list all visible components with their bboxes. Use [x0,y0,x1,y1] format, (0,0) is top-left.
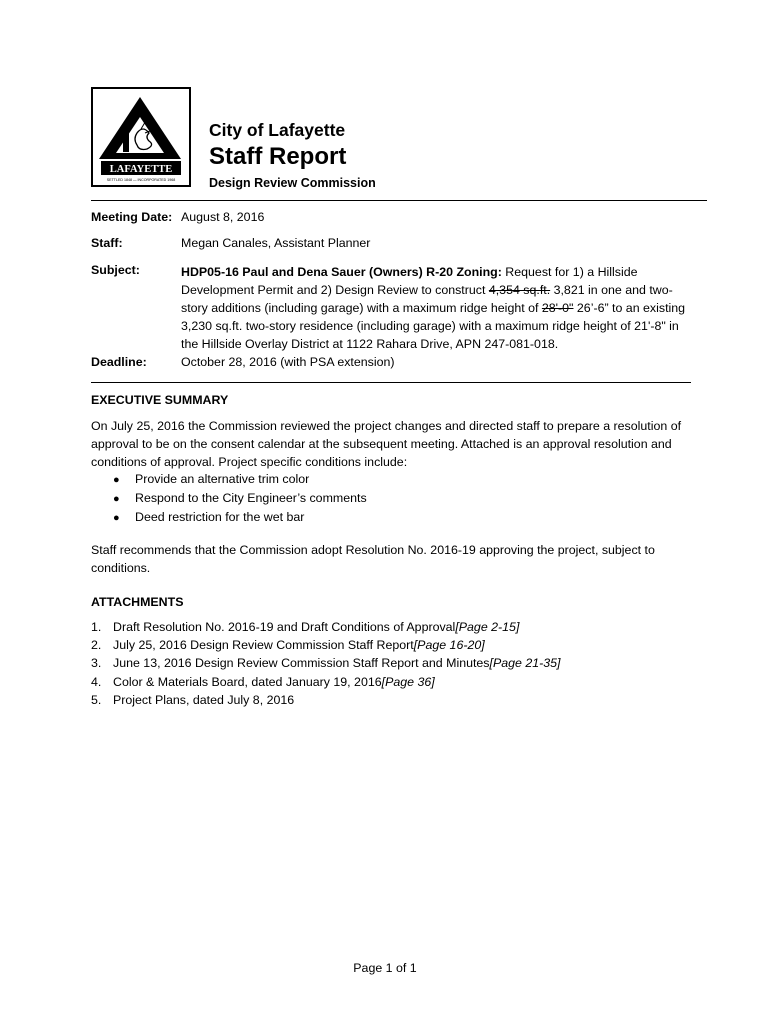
meeting-date-value: August 8, 2016 [181,210,265,224]
executive-summary-heading: EXECUTIVE SUMMARY [91,393,229,407]
list-item [91,654,560,672]
subject-case: HDP05-16 Paul and Dena Sauer (Owners) R-20 Zoning: [181,265,502,279]
deadline-value: October 28, 2016 (with PSA extension) [181,355,395,369]
page-reference: [Page 16-20] [413,638,485,653]
executive-summary-paragraph: On July 25, 2016 the Commission reviewed the project changes and directed staff to prepare a resolution of approval to be on the consent calendar at the subsequent meeting. Attached is an approval resolution and conditions of approval. Project specific conditions include: [91,419,682,469]
lafayette-seal-icon [93,89,189,185]
page-reference: [Page 2-15] [455,620,520,634]
city-name: City of Lafayette [209,120,346,140]
list-item [91,691,560,709]
deadline-label: Deadline: [91,355,147,369]
subject-label: Subject: [91,263,140,277]
item-text: June 13, 2016 Design Review Commission Staff Report and Minutes [113,656,490,671]
bullet-text: Provide an alternative trim color [135,472,310,486]
item-text: Color & Materials Board, dated January 19, 2016 [113,674,382,689]
logo-text: LAFAYETTE [109,164,173,175]
page-reference: [Page 36] [381,674,435,689]
attachments-list [91,618,560,709]
item-text: Project Plans, dated July 8, 2016 [113,692,295,707]
commission-name: Design Review Commission [209,176,376,190]
item-text: Draft Resolution No. 2016-19 and Draft Conditions of Approval [113,620,456,634]
meta-divider [91,382,691,383]
item-number: 4. [91,674,102,689]
subject-text-1: Request for 1) a Hillside Development Permit and 2) Design Review to construct [181,265,638,297]
conditions-list [113,470,367,528]
staff-label: Staff: [91,236,123,250]
list-item [91,636,560,654]
recommendation-paragraph: Staff recommends that the Commission adopt Resolution No. 2016-19 approving the project, subject to conditions. [91,543,655,575]
list-item [113,489,367,508]
subject-text-2: 3,821 in one and two-story additions (including garage) with a maximum ridge height of [181,283,673,315]
bullet-text: Deed restriction for the wet bar [135,510,305,525]
page-number: Page 1 of 1 [353,961,417,975]
header-divider [91,200,707,201]
meeting-date-label: Meeting Date: [91,210,173,224]
list-item [91,618,560,636]
list-item [113,470,367,489]
subject-struck-area: 4,354 sq.ft. [488,283,551,297]
subject-value [181,263,691,353]
attachments-heading: ATTACHMENTS [91,595,184,609]
item-number: 3. [91,656,102,671]
subject-text-3: 26’-6” to an existing 3,230 sq.ft. two-story residence (including garage) with a maximum ridge height of 21'-8" in the Hillside Overlay District at 1122 Rahara Drive, APN 247-081-018. [181,301,686,351]
page-reference: [Page 21-35] [489,656,561,671]
bullet-icon: ● [113,474,120,486]
bullet-icon: ● [113,512,120,525]
item-number: 1. [91,620,102,634]
staff-value: Megan Canales, Assistant Planner [181,236,371,250]
list-item [91,673,560,691]
report-title: Staff Report [209,143,347,170]
list-item [113,508,367,527]
item-number: 2. [91,638,102,653]
bullet-text: Respond to the City Engineer’s comments [135,491,367,506]
subject-struck-height: 28'-0" [541,301,574,315]
item-number: 5. [91,692,102,707]
logo-subtext: SETTLED 1848 — INCORPORATED 1968 [106,178,176,182]
city-logo [91,87,191,187]
item-text: July 25, 2016 Design Review Commission Staff Report [113,638,414,653]
bullet-icon: ● [113,493,120,506]
